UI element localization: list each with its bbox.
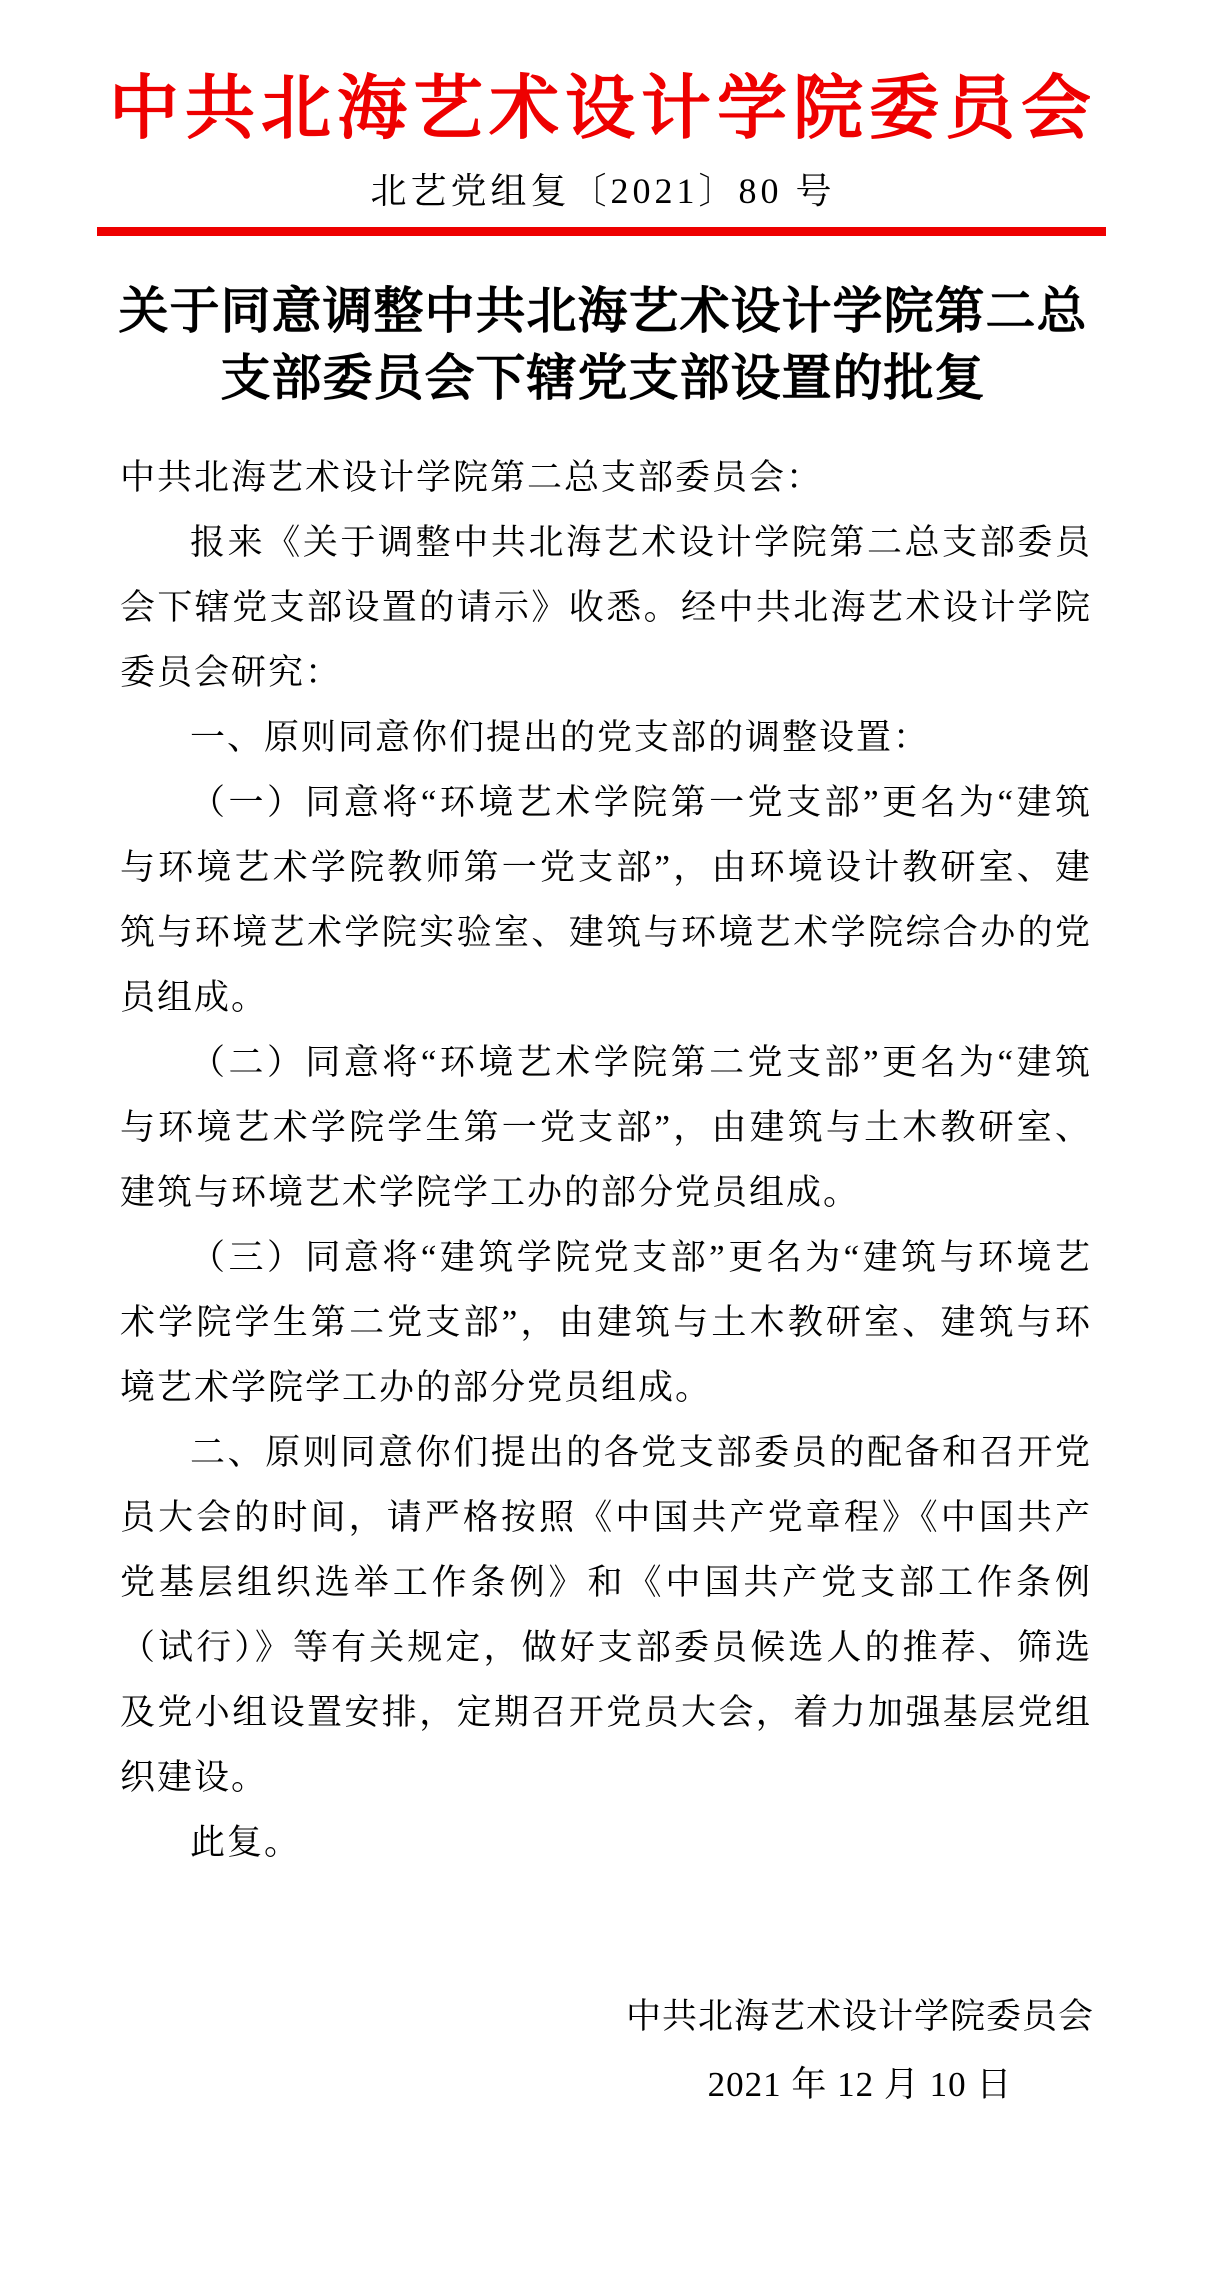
- signature-block: [626, 1994, 1094, 2108]
- document-number: 北艺党组复〔2021〕80 号: [370, 171, 836, 211]
- salutation: 中共北海艺术设计学院第二总支部委员会：: [120, 458, 824, 497]
- document-title: [0, 278, 1206, 412]
- red-divider-line: [97, 227, 1106, 236]
- body-paragraph: （二）同意将“环境艺术学院第二党支部”更名为“建筑与环境艺术学院学生第一党支部”，由建筑与土木教研室、建筑与环境艺术学院学工办的部分党员组成。: [120, 1043, 1092, 1212]
- document-body: [120, 445, 1092, 1875]
- document-title-line1: 关于同意调整中共北海艺术设计学院第二总: [118, 283, 1088, 339]
- body-paragraph: （一）同意将“环境艺术学院第一党支部”更名为“建筑与环境艺术学院教师第一党支部”，由环境设计教研室、建筑与环境艺术学院实验室、建筑与环境艺术学院综合办的党员组成。: [120, 783, 1092, 1017]
- body-paragraph: （三）同意将“建筑学院党支部”更名为“建筑与环境艺术学院学生第二党支部”，由建筑与土木教研室、建筑与环境艺术学院学工办的部分党员组成。: [120, 1238, 1092, 1407]
- body-paragraph: 一、原则同意你们提出的党支部的调整设置：: [190, 718, 931, 757]
- letterhead-org-name: 中共北海艺术设计学院委员会: [109, 71, 1097, 148]
- closing-phrase: 此复。: [190, 1823, 302, 1862]
- signature-org-name: 中共北海艺术设计学院委员会: [625, 1997, 1094, 2036]
- body-paragraph: 报来《关于调整中共北海艺术设计学院第二总支部委员会下辖党支部设置的请示》收悉。经中共北海艺术设计学院委员会研究：: [120, 523, 1092, 692]
- document-title-line2: 支部委员会下辖党支部设置的批复: [220, 350, 986, 406]
- signature-date: 2021 年 12 月 10 日: [707, 2065, 1013, 2104]
- body-paragraph: 二、原则同意你们提出的各党支部委员的配备和召开党员大会的时间，请严格按照《中国共产党章程》《中国共产党基层组织选举工作条例》和《中国共产党支部工作条例（试行）》等有关规定，做好支部委员候选人的推荐、筛选及党小组设置安排，定期召开党员大会，着力加强基层党组织建设。: [120, 1433, 1092, 1797]
